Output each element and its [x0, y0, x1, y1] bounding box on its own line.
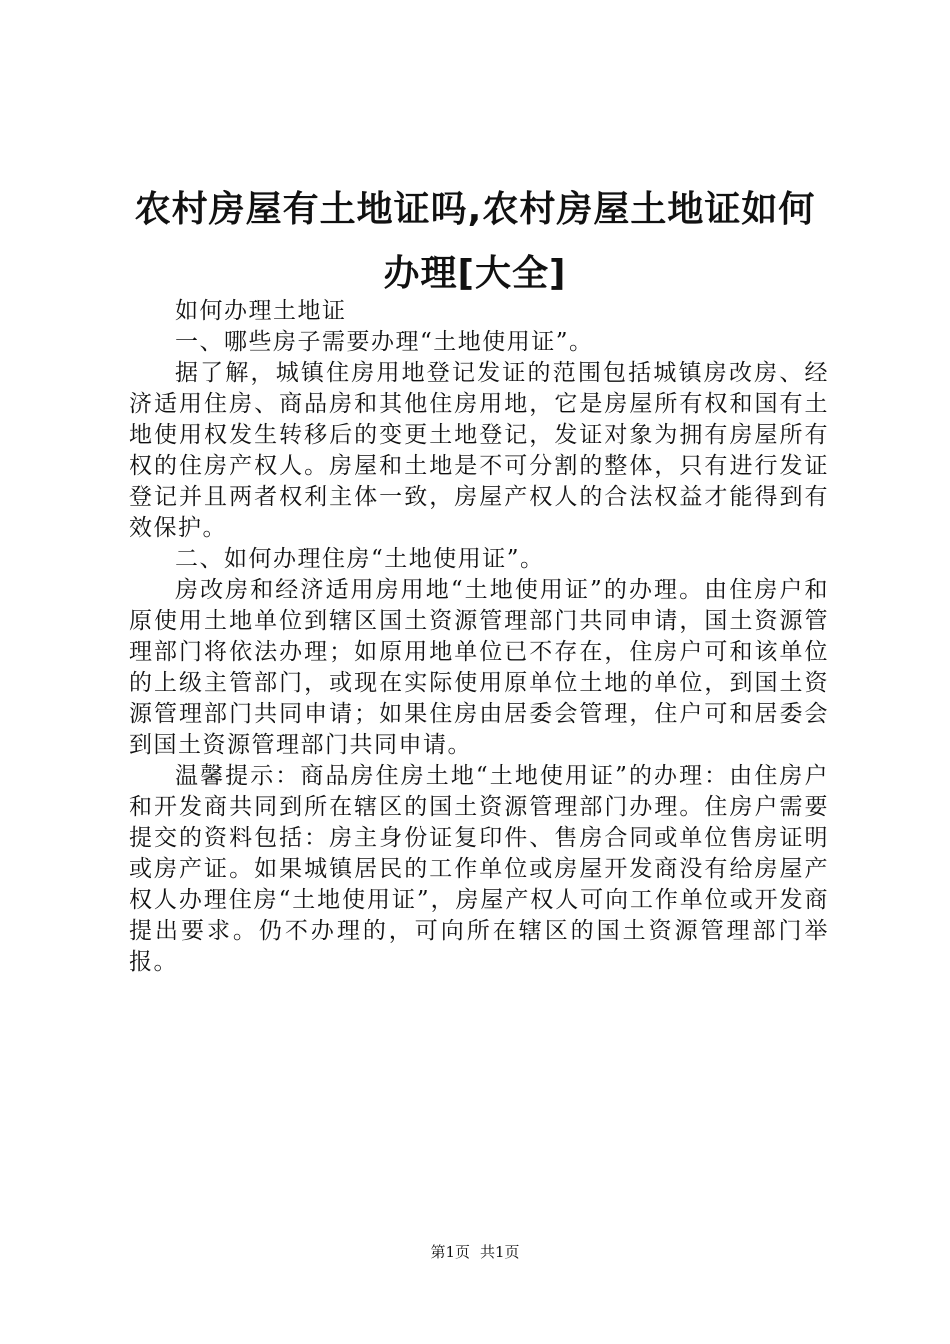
document-title: 农村房屋有土地证吗,农村房屋土地证如何办理[大全]	[134, 189, 816, 294]
paragraph: 据了解，城镇住房用地登记发证的范围包括城镇房改房、经济适用住房、商品房和其他住房用地，它是房屋所有权和国有土地使用权发生转移后的变更土地登记，发证对象为拥有房屋所有权的住房产权人。房屋和土地是不可分割的整体，只有进行发证登记并且两者权利主体一致，房屋产权人的合法权益才能得到有效保护。	[129, 360, 829, 541]
page-footer	[0, 1242, 950, 1262]
section-heading-1: 一、哪些房子需要办理“土地使用证”。	[175, 329, 594, 355]
paragraph: 温馨提示：商品房住房土地“土地使用证”的办理：由住房户和开发商共同到所在辖区的国土资源管理部门办理。住房户需要提交的资料包括：房主身份证复印件、售房合同或单位售房证明或房产证。如果城镇居民的工作单位或房屋开发商没有给房屋产权人办理住房“土地使用证”，房屋产权人可向工作单位或开发商提出要求。仍不办理的，可向所在辖区的国土资源管理部门举报。	[129, 763, 829, 975]
paragraph-heading: 如何办理土地证	[175, 298, 347, 324]
page-number: 第1页	[430, 1243, 470, 1261]
page-total: 共1页	[480, 1243, 520, 1261]
document-body	[129, 296, 829, 978]
paragraph: 房改房和经济适用房用地“土地使用证”的办理。由住房户和原使用土地单位到辖区国土资源管理部门共同申请，国土资源管理部门将依法办理；如原用地单位已不存在，住房户可和该单位的上级主管部门，或现在实际使用原单位土地的单位，到国土资源管理部门共同申请；如果住房由居委会管理，住户可和居委会到国土资源管理部门共同申请。	[129, 577, 829, 758]
section-heading-2: 二、如何办理住房“土地使用证”。	[175, 546, 545, 572]
